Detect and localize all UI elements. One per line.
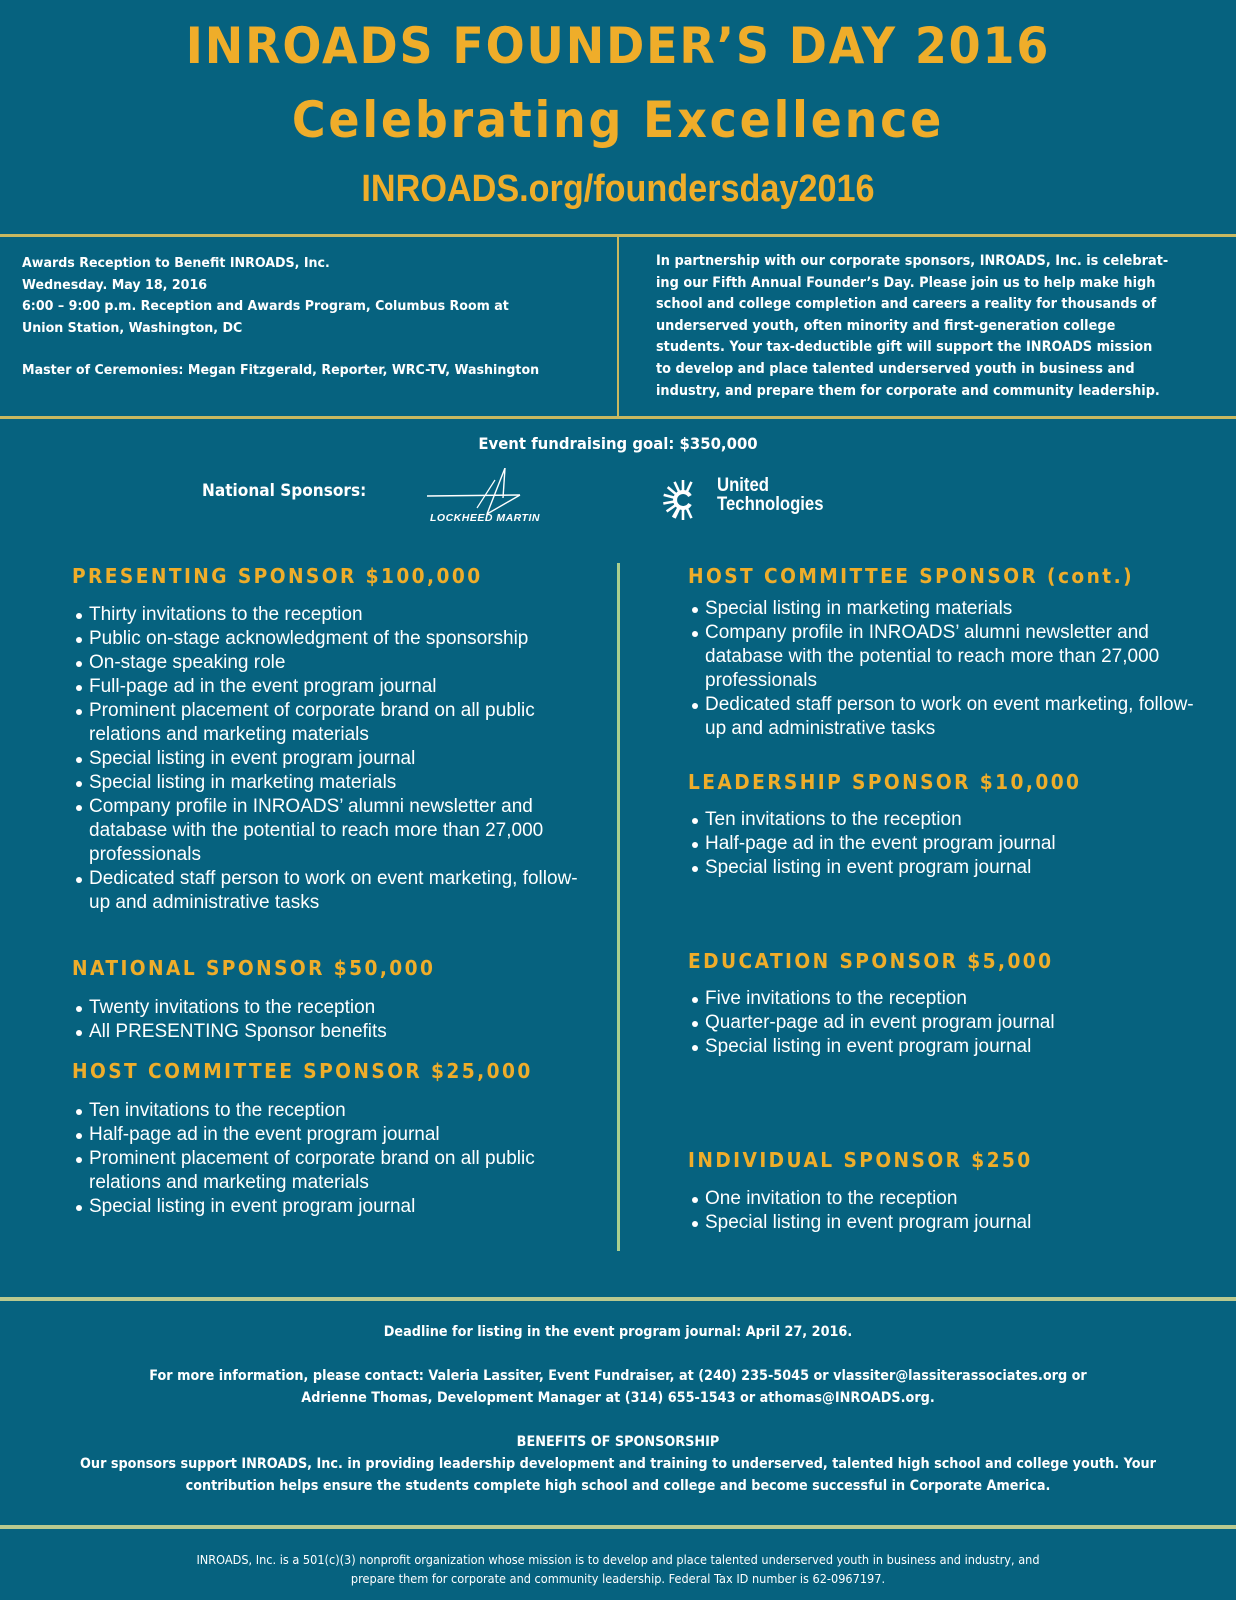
list-item: Ten invitations to the reception <box>689 808 1209 832</box>
list-item: Company profile in INROADS’ alumni newsletter and database with the potential to reach more than 27,000 professionals <box>689 621 1209 693</box>
list-item: Special listing in event program journal <box>689 1035 1209 1059</box>
event-details-line: Wednesday. May 18, 2016 <box>22 276 208 293</box>
partnership-line: industry, and prepare them for corporate and community leadership. <box>656 382 1160 399</box>
host-committee-cont-heading: HOST COMMITTEE SPONSOR (cont.) <box>688 564 1134 588</box>
event-details-line: Union Station, Washington, DC <box>22 319 243 336</box>
partnership-line: to develop and place talented underserved youth in business and <box>656 360 1135 377</box>
divider-footer <box>0 1297 1236 1301</box>
presenting-sponsor-benefits <box>73 603 593 915</box>
benefits-title: BENEFITS OF SPONSORSHIP <box>516 1434 720 1450</box>
list-item: Prominent placement of corporate brand on all public relations and marketing materials <box>73 1147 593 1195</box>
list-item: Dedicated staff person to work on event marketing, follow-up and administrative tasks <box>73 867 593 915</box>
fundraising-goal: Event fundraising goal: $350,000 <box>478 434 758 453</box>
national-sponsors-label: National Sponsors: <box>202 481 367 500</box>
nonprofit-line: INROADS, Inc. is a 501(c)(3) nonprofit organization whose mission is to develop and place talented underserved youth in business and industry, and <box>196 1553 1040 1567</box>
host-committee-heading: HOST COMMITTEE SPONSOR $25,000 <box>72 1059 533 1083</box>
list-item: Twenty invitations to the reception <box>73 996 593 1020</box>
list-item: Public on-stage acknowledgment of the sponsorship <box>73 627 593 651</box>
event-url-link[interactable]: INROADS.org/foundersday2016 <box>361 168 875 210</box>
list-item: Half-page ad in the event program journal <box>73 1123 593 1147</box>
list-item: Special listing in event program journal <box>73 1195 593 1219</box>
list-item: Special listing in event program journal <box>689 856 1209 880</box>
divider-vertical-sponsors <box>617 563 620 1251</box>
partnership-statement <box>656 251 1198 402</box>
master-of-ceremonies: Master of Ceremonies: Megan Fitzgerald, Reporter, WRC-TV, Washington <box>22 362 540 378</box>
list-item: Half-page ad in the event program journal <box>689 832 1209 856</box>
lockheed-martin-logo: LOCKHEED MARTIN <box>430 512 540 524</box>
national-sponsor-benefits <box>73 996 593 1044</box>
list-item: On-stage speaking role <box>73 651 593 675</box>
ut-logo-line: United <box>717 475 770 496</box>
benefits-line: Our sponsors support INROADS, Inc. in providing leadership development and training to underserved, talented high school and college youth. Your <box>80 1456 1156 1472</box>
list-item: Special listing in event program journal <box>689 1211 1209 1235</box>
ut-logo-line: Technologies <box>717 494 824 515</box>
list-item: One invitation to the reception <box>689 1187 1209 1211</box>
benefits-of-sponsorship <box>43 1431 1192 1497</box>
event-details-line: 6:00 – 9:00 p.m. Reception and Awards Program, Columbus Room at <box>22 298 509 314</box>
ut-burst-icon <box>662 479 704 521</box>
partnership-line: school and college completion and careers a reality for thousands of <box>656 296 1157 313</box>
divider-vertical-info <box>617 235 619 417</box>
list-item: Five invitations to the reception <box>689 987 1209 1011</box>
list-item: Special listing in event program journal <box>73 747 593 771</box>
partnership-line: underserved youth, often minority and first-generation college <box>656 317 1116 334</box>
national-sponsor-heading: NATIONAL SPONSOR $50,000 <box>72 956 436 980</box>
list-item: All PRESENTING Sponsor benefits <box>73 1020 593 1044</box>
united-technologies-logo <box>717 476 824 514</box>
leadership-sponsor-heading: LEADERSHIP SPONSOR $10,000 <box>688 770 1082 794</box>
list-item: Full-page ad in the event program journal <box>73 675 593 699</box>
list-item: Thirty invitations to the reception <box>73 603 593 627</box>
partnership-line: ing our Fifth Annual Founder’s Day. Please join us to help make high <box>656 274 1156 291</box>
host-committee-cont-benefits <box>689 597 1209 741</box>
divider-info-bottom <box>0 416 1236 419</box>
event-details <box>22 253 561 382</box>
deadline-notice: Deadline for listing in the event program journal: April 27, 2016. <box>383 1324 853 1340</box>
event-details-line: Awards Reception to Benefit INROADS, Inc. <box>22 255 330 271</box>
divider-bottom <box>0 1525 1236 1529</box>
list-item: Special listing in marketing materials <box>73 771 593 795</box>
list-item: Dedicated staff person to work on event marketing, follow-up and administrative tasks <box>689 693 1209 741</box>
list-item: Prominent placement of corporate brand on all public relations and marketing materials <box>73 699 593 747</box>
nonprofit-statement <box>43 1551 1192 1589</box>
page-subtitle: Celebrating Excellence <box>291 91 945 149</box>
contact-info <box>43 1365 1192 1409</box>
host-committee-benefits <box>73 1099 593 1219</box>
education-sponsor-benefits <box>689 987 1209 1059</box>
list-item: Special listing in marketing materials <box>689 597 1209 621</box>
partnership-line: In partnership with our corporate sponsors, INROADS, Inc. is celebrat- <box>656 253 1169 269</box>
page-title: INROADS FOUNDER’S DAY 2016 <box>185 17 1051 75</box>
contact-line: Adrienne Thomas, Development Manager at (314) 655-1543 or athomas@INROADS.org. <box>301 1390 935 1406</box>
benefits-line: contribution helps ensure the students complete high school and college and become successful in Corporate America. <box>185 1478 1051 1494</box>
list-item: Quarter-page ad in event program journal <box>689 1011 1209 1035</box>
education-sponsor-heading: EDUCATION SPONSOR $5,000 <box>688 949 1054 973</box>
contact-line: For more information, please contact: Valeria Lassiter, Event Fundraiser, at (240) 235-5045 or vlassiter@lassiterassociates.org or <box>149 1368 1087 1384</box>
list-item: Ten invitations to the reception <box>73 1099 593 1123</box>
presenting-sponsor-heading: PRESENTING SPONSOR $100,000 <box>72 564 483 588</box>
leadership-sponsor-benefits <box>689 808 1209 880</box>
nonprofit-line: prepare them for corporate and community leadership. Federal Tax ID number is 62-0967197. <box>350 1572 886 1586</box>
individual-sponsor-heading: INDIVIDUAL SPONSOR $250 <box>688 1148 1033 1172</box>
list-item: Company profile in INROADS’ alumni newsletter and database with the potential to reach more than 27,000 professionals <box>73 795 593 867</box>
partnership-line: students. Your tax-deductible gift will support the INROADS mission <box>656 339 1153 356</box>
individual-sponsor-benefits <box>689 1187 1209 1235</box>
